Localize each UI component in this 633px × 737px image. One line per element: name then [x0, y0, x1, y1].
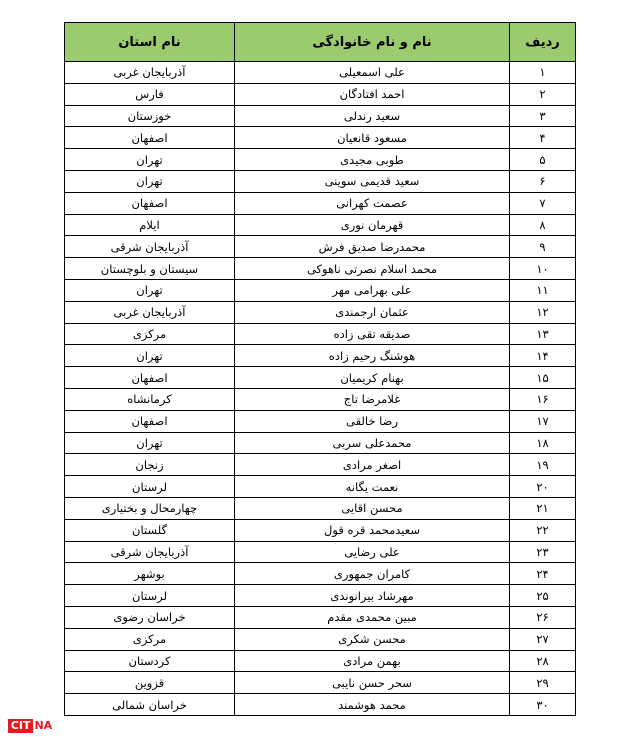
province-cell: بوشهر	[65, 563, 235, 585]
rank-cell: ۱	[510, 62, 576, 84]
name-cell: سعید رندلی	[235, 105, 510, 127]
table-row	[65, 192, 576, 214]
province-cell: خراسان رضوی	[65, 606, 235, 628]
province-cell: گلستان	[65, 519, 235, 541]
table-row	[65, 83, 576, 105]
name-cell: علی بهرامی مهر	[235, 279, 510, 301]
table-row	[65, 279, 576, 301]
table-row	[65, 323, 576, 345]
name-cell: رضا خالقی	[235, 410, 510, 432]
rank-cell: ۱۴	[510, 345, 576, 367]
rank-cell: ۱۲	[510, 301, 576, 323]
province-cell: تهران	[65, 432, 235, 454]
province-cell: تهران	[65, 149, 235, 171]
results-table-container	[64, 22, 575, 716]
table-row	[65, 105, 576, 127]
province-cell: اصفهان	[65, 410, 235, 432]
logo-boxed-text: CIT	[8, 719, 34, 733]
table-row	[65, 672, 576, 694]
table-row	[65, 541, 576, 563]
rank-cell: ۲۸	[510, 650, 576, 672]
province-cell: اصفهان	[65, 127, 235, 149]
name-cell: مهرشاد بیرانوندی	[235, 585, 510, 607]
name-cell: مسعود قانعیان	[235, 127, 510, 149]
name-cell: صدیقه تقی زاده	[235, 323, 510, 345]
rank-cell: ۲	[510, 83, 576, 105]
table-row	[65, 606, 576, 628]
name-cell: سعیدمحمد قره قول	[235, 519, 510, 541]
province-cell: فارس	[65, 83, 235, 105]
table-row	[65, 214, 576, 236]
table-row	[65, 650, 576, 672]
rank-cell: ۳۰	[510, 694, 576, 716]
rank-cell: ۷	[510, 192, 576, 214]
rank-cell: ۲۶	[510, 606, 576, 628]
province-cell: لرستان	[65, 585, 235, 607]
province-cell: کرمانشاه	[65, 388, 235, 410]
province-cell: آذربایجان شرقی	[65, 236, 235, 258]
table-row	[65, 149, 576, 171]
province-cell: تهران	[65, 345, 235, 367]
province-cell: ایلام	[65, 214, 235, 236]
name-cell: اصغر مرادی	[235, 454, 510, 476]
province-cell: اصفهان	[65, 192, 235, 214]
table-row	[65, 432, 576, 454]
rank-cell: ۱۶	[510, 388, 576, 410]
rank-cell: ۲۳	[510, 541, 576, 563]
header-name: نام و نام خانوادگی	[235, 23, 510, 62]
province-cell: سیستان و بلوچستان	[65, 258, 235, 280]
name-cell: سعید قدیمی سوینی	[235, 170, 510, 192]
table-row	[65, 454, 576, 476]
rank-cell: ۲۲	[510, 519, 576, 541]
province-cell: اصفهان	[65, 367, 235, 389]
header-row	[65, 23, 576, 62]
rank-cell: ۱۱	[510, 279, 576, 301]
table-row	[65, 301, 576, 323]
name-cell: علی اسمعیلی	[235, 62, 510, 84]
rank-cell: ۲۵	[510, 585, 576, 607]
province-cell: قزوین	[65, 672, 235, 694]
table-row	[65, 367, 576, 389]
name-cell: مبین محمدی مقدم	[235, 606, 510, 628]
table-row	[65, 694, 576, 716]
name-cell: احمد افتادگان	[235, 83, 510, 105]
rank-cell: ۶	[510, 170, 576, 192]
results-table	[64, 22, 576, 716]
province-cell: خوزستان	[65, 105, 235, 127]
rank-cell: ۲۱	[510, 497, 576, 519]
rank-cell: ۹	[510, 236, 576, 258]
province-cell: مرکزی	[65, 628, 235, 650]
name-cell: محمد اسلام نصرتی ناهوکی	[235, 258, 510, 280]
name-cell: غلامرضا تاج	[235, 388, 510, 410]
province-cell: تهران	[65, 279, 235, 301]
rank-cell: ۲۴	[510, 563, 576, 585]
province-cell: لرستان	[65, 476, 235, 498]
name-cell: طوبی مجیدی	[235, 149, 510, 171]
rank-cell: ۲۹	[510, 672, 576, 694]
table-body	[65, 62, 576, 716]
rank-cell: ۱۰	[510, 258, 576, 280]
name-cell: بهمن مرادی	[235, 650, 510, 672]
table-row	[65, 519, 576, 541]
table-row	[65, 585, 576, 607]
rank-cell: ۱۹	[510, 454, 576, 476]
name-cell: محسن شکری	[235, 628, 510, 650]
table-row	[65, 388, 576, 410]
province-cell: کردستان	[65, 650, 235, 672]
rank-cell: ۸	[510, 214, 576, 236]
rank-cell: ۴	[510, 127, 576, 149]
province-cell: آذربایجان غربی	[65, 62, 235, 84]
table-row	[65, 236, 576, 258]
province-cell: زنجان	[65, 454, 235, 476]
name-cell: سحر حسن نایبی	[235, 672, 510, 694]
table-row	[65, 497, 576, 519]
name-cell: کامران جمهوری	[235, 563, 510, 585]
rank-cell: ۲۰	[510, 476, 576, 498]
province-cell: تهران	[65, 170, 235, 192]
rank-cell: ۱۵	[510, 367, 576, 389]
name-cell: بهنام کریمیان	[235, 367, 510, 389]
header-province: نام استان	[65, 23, 235, 62]
rank-cell: ۵	[510, 149, 576, 171]
province-cell: آذربایجان غربی	[65, 301, 235, 323]
province-cell: مرکزی	[65, 323, 235, 345]
table-row	[65, 628, 576, 650]
province-cell: خراسان شمالی	[65, 694, 235, 716]
name-cell: هوشنگ رحیم زاده	[235, 345, 510, 367]
citna-logo	[4, 718, 56, 734]
rank-cell: ۲۷	[510, 628, 576, 650]
name-cell: محمد هوشمند	[235, 694, 510, 716]
name-cell: عصمت کهرانی	[235, 192, 510, 214]
table-row	[65, 410, 576, 432]
name-cell: عثمان ارجمندی	[235, 301, 510, 323]
rank-cell: ۳	[510, 105, 576, 127]
logo-rest-text: NA	[34, 719, 53, 732]
name-cell: محسن اقایی	[235, 497, 510, 519]
province-cell: چهارمحال و بختیاری	[65, 497, 235, 519]
rank-cell: ۱۷	[510, 410, 576, 432]
table-row	[65, 563, 576, 585]
rank-cell: ۱۳	[510, 323, 576, 345]
table-row	[65, 476, 576, 498]
rank-cell: ۱۸	[510, 432, 576, 454]
name-cell: محمدرضا صدیق فرش	[235, 236, 510, 258]
name-cell: محمدعلی سربی	[235, 432, 510, 454]
table-row	[65, 345, 576, 367]
name-cell: نعمت یگانه	[235, 476, 510, 498]
table-row	[65, 258, 576, 280]
table-header	[65, 23, 576, 62]
province-cell: آذربایجان شرقی	[65, 541, 235, 563]
header-rank: ردیف	[510, 23, 576, 62]
table-row	[65, 62, 576, 84]
table-row	[65, 170, 576, 192]
name-cell: قهرمان نوری	[235, 214, 510, 236]
name-cell: علی رضایی	[235, 541, 510, 563]
table-row	[65, 127, 576, 149]
